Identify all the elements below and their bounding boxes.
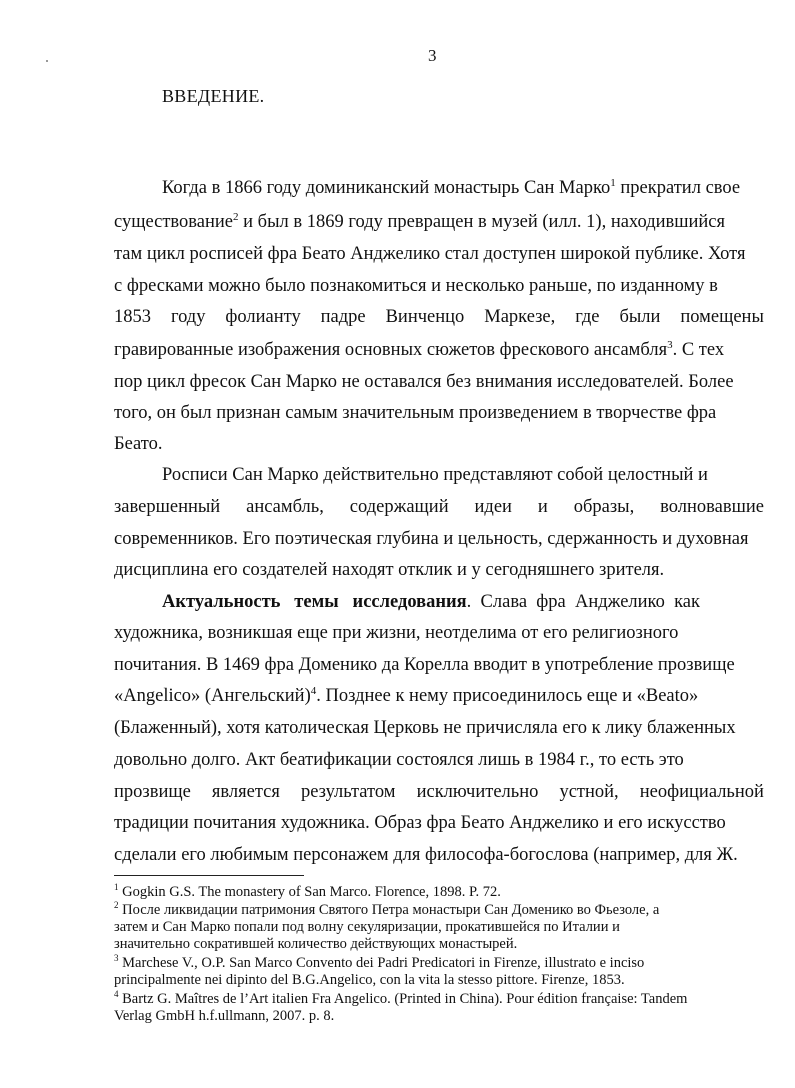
footnote-mark: 2: [114, 900, 119, 910]
text-line: Когда в 1866 году доминиканский монастырь Сан Марко$^1$ прекратил свое: [162, 177, 741, 198]
text-line: сделали его любимым персонажем для философа-богослова (например, для Ж.: [114, 845, 738, 865]
text-line: художника, возникшая еще при жизни, неотделима от его религиозного: [114, 623, 679, 643]
page-number: 3: [428, 46, 437, 65]
text-line: того, он был признан самым значительным произведением в творчестве фра: [114, 403, 717, 423]
footnote-mark: 1: [114, 882, 119, 892]
text-line: Росписи Сан Марко действительно представляют собой целостный и: [162, 465, 708, 485]
footnote-line: значительно сократившей количество действующих монастырей.: [114, 936, 518, 952]
text-line: почитания. В 1469 фра Доменико да Корелла вводит в употребление прозвище: [114, 655, 735, 675]
text-line: традиции почитания художника. Образ фра Беато Анджелико и его искусство: [114, 813, 726, 833]
text-line-justified: завершенный ансамбль, содержащий идеи и образы, волновавшие: [114, 497, 764, 517]
footnote-line: $^4$ Bartz G. Maîtres de l’Art italien Fra Angelico. (Printed in China). Pour édition française: Tandem: [114, 989, 688, 1007]
text-line: Беато.: [114, 434, 163, 454]
topic-label: Актуальность темы исследования: [162, 592, 467, 612]
text-line: там цикл росписей фра Беато Анджелико стал доступен широкой публике. Хотя: [114, 244, 746, 264]
text-line: Актуальность темы исследования. Слава фра Анджелико как: [162, 592, 700, 612]
footnote-ref[interactable]: 3: [667, 339, 673, 351]
footnote-line: principalmente nei dipinto del B.G.Angelico, con la vita la stesso pittore. Firenze, 1853.: [114, 972, 625, 988]
text-line: современников. Его поэтическая глубина и цельность, сдержанность и духовная: [114, 529, 749, 549]
footnote-line: Verlag GmbH h.f.ullmann, 2007. p. 8.: [114, 1008, 335, 1024]
text-line: гравированные изображения основных сюжетов фрескового ансамбля$^3$. С тех: [114, 339, 725, 360]
footnote-ref[interactable]: 4: [310, 685, 317, 697]
text-line: довольно долго. Акт беатификации состоялся лишь в 1984 г., то есть это: [114, 750, 684, 770]
text-line-justified: 1853 году фолианту падре Винченцо Маркезе, где были помещены: [114, 307, 764, 327]
text-line-justified: прозвище является результатом исключительно устной, неофициальной: [114, 782, 764, 802]
text-line: (Блаженный), хотя католическая Церковь не причисляла его к лику блаженных: [114, 718, 736, 738]
section-heading: ВВЕДЕНИЕ.: [162, 86, 265, 106]
text-line: дисциплина его создателей находят отклик и у сегодняшнего зрителя.: [114, 560, 665, 580]
text-line: существование$^2$ и был в 1869 году превращен в музей (илл. 1), находившийся: [114, 211, 726, 232]
footnote-line: $^1$ Gogkin G.S. The monastery of San Marco. Florence, 1898. P. 72.: [114, 882, 501, 900]
footnote-divider: [114, 875, 304, 876]
text-line: «Angelico» (Ангельский)$^4$. Позднее к нему присоединилось еще и «Beato»: [114, 685, 699, 706]
footnote-mark: 4: [114, 989, 119, 999]
footnote-line: затем и Сан Марко попали под волну секуляризации, прокатившейся по Италии и: [114, 919, 620, 935]
text-line: пор цикл фресок Сан Марко не оставался без внимания исследователей. Более: [114, 372, 734, 392]
footnote-mark: 3: [114, 953, 119, 963]
scan-speck: [46, 60, 48, 62]
footnote-line: $^3$ Marchese V., O.P. San Marco Convento dei Padri Predicatori in Firenze, illustrato e inciso: [114, 953, 645, 971]
footnote-ref[interactable]: 2: [233, 211, 239, 223]
footnote-line: $^2$ После ликвидации патримония Святого Петра монастыри Сан Доменико во Фьезоле, а: [114, 900, 660, 918]
text-line: с фресками можно было познакомиться и несколько раньше, по изданному в: [114, 276, 718, 296]
footnote-ref[interactable]: 1: [610, 177, 616, 189]
